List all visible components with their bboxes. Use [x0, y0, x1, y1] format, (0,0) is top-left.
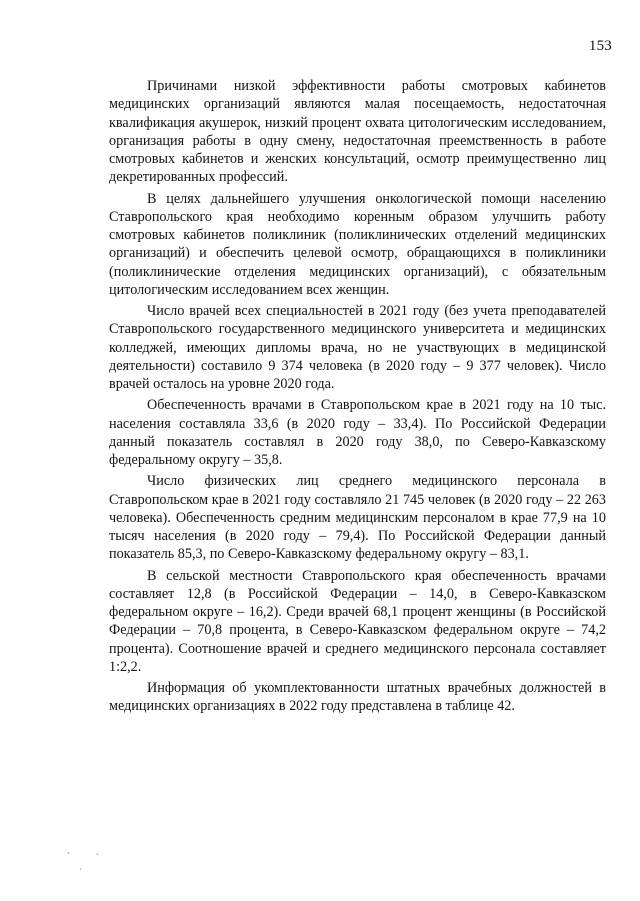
scan-speck: ˌ — [79, 860, 82, 870]
paragraph-onkologicheskaya-pomoshch: В целях дальнейшего улучшения онкологической помощи населению Ставропольского края необходимо коренным образом улучшить работу смотровых кабинетов поликлиник (поликлинических отделений медицинских организаций) и обеспечить целевой осмотр, обращающихся в поликлиники (поликлинические отделения медицинских организаций), с обязательным цитологическим исследованием всех женщин. — [109, 190, 606, 298]
scan-speck: ˋ — [67, 851, 70, 861]
paragraph-smotrovye-kabinety: Причинами низкой эффективности работы смотровых кабинетов медицинских организаций являются малая посещаемость, недостаточная квалификация акушерок, низкий процент охвата цитологическим исследованием, организация работы в одну смену, недостаточная преемственность в работе смотровых кабинетов и женских консультаций, осмотр преимущественно лиц декретированных профессий. — [109, 78, 606, 186]
scan-speck: ˋ — [96, 852, 99, 862]
paragraph-chislo-vrachey: Число врачей всех специальностей в 2021 году (без учета преподавателей Ставропольского государственного медицинского университета и медицинских колледжей, имеющих дипломы врача, но не участвующих в медицинской деятельности) составило 9 374 человека (в 2020 году – 9 377 человек). Число врачей осталось на уровне 2020 года. — [109, 303, 606, 392]
paragraph-selskaya-mestnost: В сельской местности Ставропольского края обеспеченность врачами составляет 12,8 (в Российской Федерации – 14,0, в Северо-Кавказском федеральном округе – 16,2). Среди врачей 68,1 процент женщины (в Российской Федерации – 70,8 процента, в Северо-Кавказском федеральном округе – 74,2 процента). Соотношение врачей и среднего медицинского персонала составляет 1:2,2. — [109, 567, 606, 675]
paragraph-obespechennost-vrachami: Обеспеченность врачами в Ставропольском крае в 2021 году на 10 тыс. населения составляла 33,6 (в 2020 году – 33,4). По Российской Федерации данный показатель составлял в 2020 году 38,0, по Северо-Кавказскому федеральному округу – 35,8. — [109, 397, 606, 468]
page-number: 153 — [588, 38, 612, 54]
document-body — [109, 77, 606, 719]
paragraph-sredniy-medpersonal: Число физических лиц среднего медицинского персонала в Ставропольском крае в 2021 году составляло 21 745 человек (в 2020 году – 22 263 человека). Обеспеченность средним медицинским персоналом в крае 77,9 на 10 тысяч населения (в 2020 году – 79,4). По Российской Федерации данный показатель 85,3, по Северо-Кавказскому федеральному округу – 83,1. — [109, 473, 606, 563]
paragraph-tablitsa-42: Информация об укомплектованности штатных врачебных должностей в медицинских организациях в 2022 году представлена в таблице 42. — [109, 680, 606, 715]
